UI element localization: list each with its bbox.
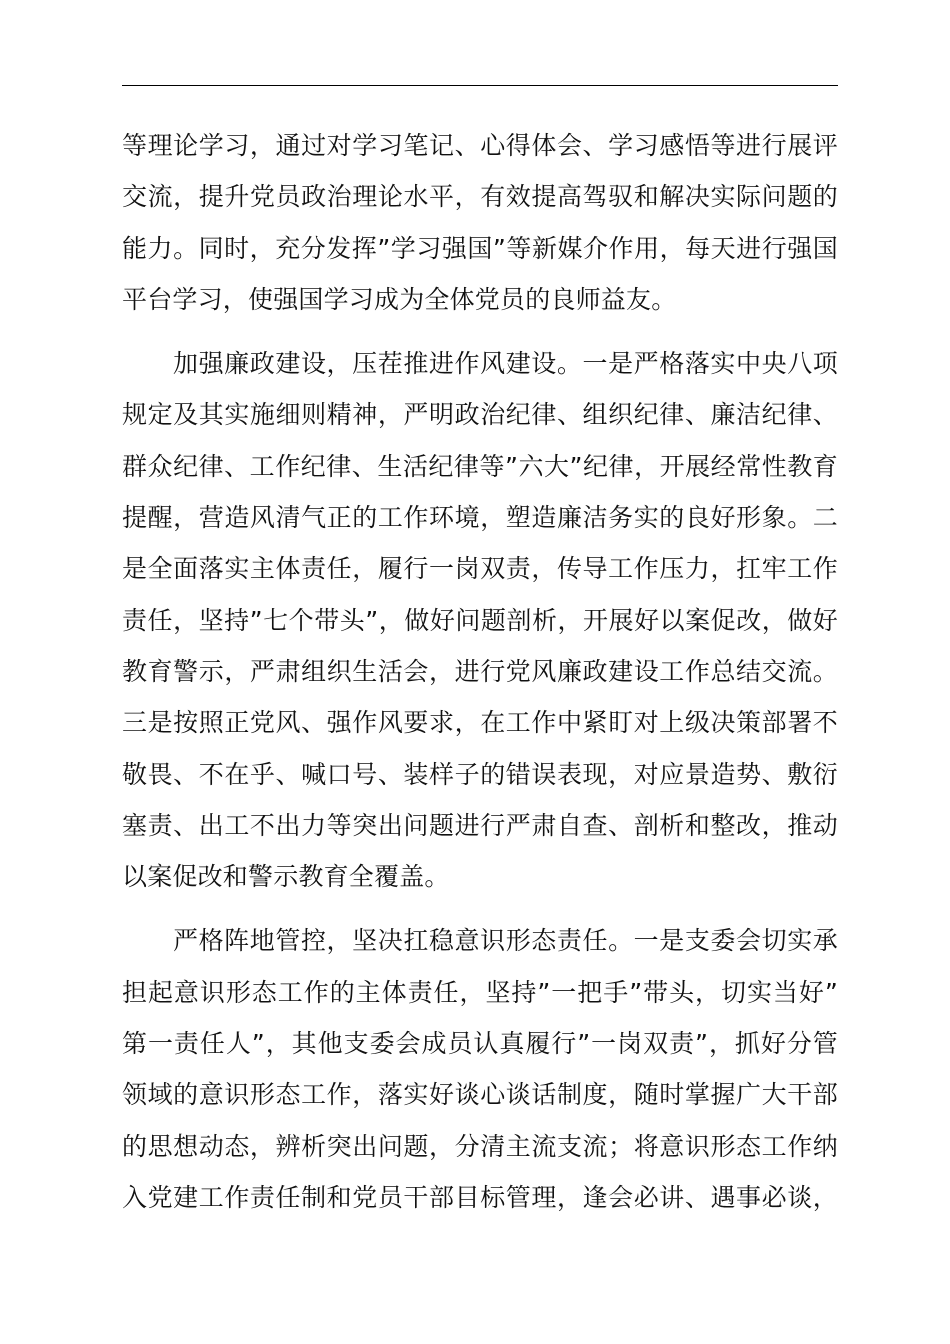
document-body (122, 120, 838, 1223)
text-line: 加强廉政建设，压茬推进作风建设。一是严格落实中央八项 (173, 349, 838, 379)
text-line: 群众纪律、工作纪律、生活纪律等”六大”纪律，开展经常性教育 (122, 451, 838, 481)
text-line: 平台学习，使强国学习成为全体党员的良师益友。 (122, 284, 677, 314)
text-line: 第一责任人”，其他支委会成员认真履行”一岗双责”，抓好分管 (122, 1029, 838, 1059)
header-rule (122, 85, 838, 86)
text-line: 以案促改和警示教育全覆盖。 (122, 862, 450, 892)
text-line: 严格阵地管控，坚决扛稳意识形态责任。一是支委会切实承 (173, 926, 838, 956)
text-line: 提醒，营造风清气正的工作环境，塑造廉洁务实的良好形象。二 (122, 503, 838, 533)
text-line: 担起意识形态工作的主体责任，坚持”一把手”带头，切实当好” (122, 977, 838, 1007)
paragraph-3 (122, 915, 838, 1223)
text-line: 是全面落实主体责任，履行一岗双责，传导工作压力，扛牢工作 (122, 554, 838, 584)
text-line: 教育警示，严肃组织生活会，进行党风廉政建设工作总结交流。 (122, 656, 838, 686)
text-line: 塞责、出工不出力等突出问题进行严肃自查、剖析和整改，推动 (122, 810, 838, 840)
text-line: 领域的意识形态工作，落实好谈心谈话制度，随时掌握广大干部 (122, 1080, 838, 1110)
text-line: 敬畏、不在乎、喊口号、装样子的错误表现，对应景造势、敷衍 (122, 759, 838, 789)
text-line: 入党建工作责任制和党员干部目标管理，逢会必讲、遇事必谈， (122, 1182, 838, 1212)
text-line: 能力。同时，充分发挥”学习强国”等新媒介作用，每天进行强国 (122, 233, 838, 263)
text-line: 的思想动态，辨析突出问题，分清主流支流；将意识形态工作纳 (122, 1131, 838, 1161)
text-line: 三是按照正党风、强作风要求，在工作中紧盯对上级决策部署不 (122, 708, 838, 738)
paragraph-1 (122, 120, 838, 325)
text-line: 交流，提升党员政治理论水平，有效提高驾驭和解决实际问题的 (122, 182, 838, 212)
text-line: 等理论学习，通过对学习笔记、心得体会、学习感悟等进行展评 (122, 131, 838, 160)
paragraph-2 (122, 338, 838, 902)
text-line: 规定及其实施细则精神，严明政治纪律、组织纪律、廉洁纪律、 (122, 400, 838, 430)
text-line: 责任，坚持”七个带头”，做好问题剖析，开展好以案促改，做好 (122, 605, 838, 635)
